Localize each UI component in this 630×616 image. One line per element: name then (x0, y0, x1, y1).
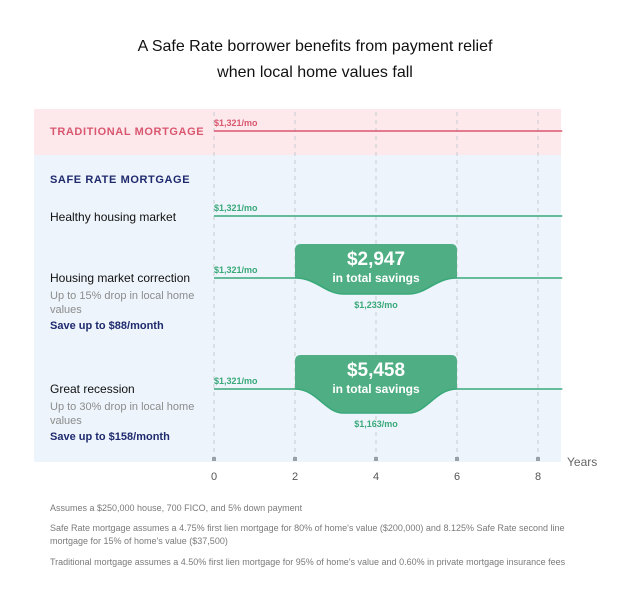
x-tick-label-0: 0 (210, 471, 218, 483)
savings-amount-recession: $5,458 (346, 360, 406, 381)
safe-rate-mortgage-label: SAFE RATE MORTGAGE (50, 174, 191, 186)
title-line-1: A Safe Rate borrower benefits from payment relief (137, 38, 493, 55)
x-tick-label-8: 8 (534, 471, 542, 483)
footnote-1: Assumes a $250,000 house, 700 FICO, and 5% down payment (50, 503, 303, 513)
payment-label-recession: $1,321/mo (214, 376, 258, 386)
savings-text-correction: in total savings (332, 271, 420, 285)
x-tick-label-2: 2 (291, 471, 299, 483)
row-recession-title: Great recession (50, 382, 135, 396)
tick-mark-2 (293, 457, 297, 461)
row-recession-subtitle: Up to 30% drop in local home values (50, 401, 195, 427)
healthy-payment-label: $1,321/mo (214, 203, 258, 213)
savings-text-recession: in total savings (332, 382, 420, 396)
traditional-mortgage-label: TRADITIONAL MORTGAGE (50, 126, 205, 138)
x-tick-label-6: 6 (453, 471, 461, 483)
row-healthy-title: Healthy housing market (50, 210, 177, 224)
row-recession-save: Save up to $158/month (50, 431, 170, 443)
footnote-2: Safe Rate mortgage assumes a 4.75% first lien mortgage for 80% of home's value ($200,000) and 8.125% Safe Rate second line mortgage for 15% of home's value ($37,500) (50, 523, 565, 546)
title-line-2: when local home values fall (217, 64, 413, 81)
row-correction-subtitle: Up to 15% drop in local home values (50, 290, 195, 316)
x-tick-label-4: 4 (372, 471, 380, 483)
row-correction-title: Housing market correction (50, 271, 191, 285)
savings-amount-correction: $2,947 (346, 249, 406, 270)
low-payment-label-correction: $1,233/mo (354, 300, 398, 310)
low-payment-label-recession: $1,163/mo (354, 419, 398, 429)
footnote-3: Traditional mortgage assumes a 4.50% first lien mortgage for 95% of home's value and 0.60% in private mortgage insurance fees (50, 557, 566, 567)
row-correction-save: Save up to $88/month (50, 320, 164, 332)
payment-label-correction: $1,321/mo (214, 265, 258, 275)
tick-mark-6 (455, 457, 459, 461)
tick-mark-0 (212, 457, 216, 461)
tick-mark-8 (536, 457, 540, 461)
traditional-payment-label: $1,321/mo (214, 118, 258, 128)
x-axis-label: Years (567, 455, 598, 469)
tick-mark-4 (374, 457, 378, 461)
